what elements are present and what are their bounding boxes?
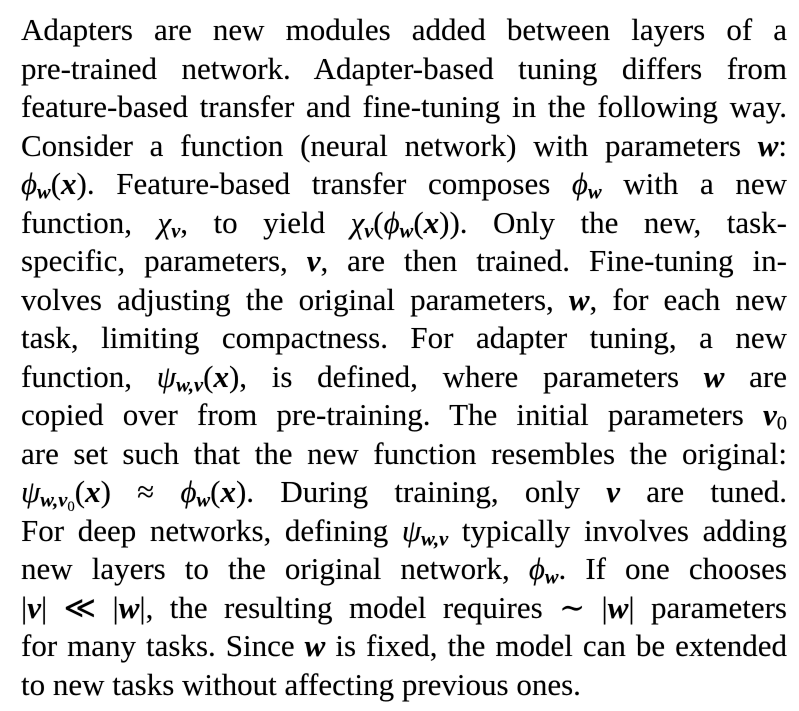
text-line (21, 589, 787, 628)
text-line (21, 473, 787, 512)
text-segment: ) ≈ (100, 474, 181, 509)
text-segment: ( (373, 204, 384, 240)
text-segment: for many tasks. Since (21, 628, 305, 663)
math-segment: w,v (40, 489, 68, 512)
math-segment: w (304, 628, 326, 663)
math-segment: x (423, 204, 440, 240)
math-segment: w,v (176, 374, 204, 396)
math-segment: x (61, 166, 77, 201)
math-segment: ϕ (571, 166, 588, 201)
text-segment: | (21, 589, 28, 625)
math-segment: x (213, 358, 229, 394)
math-segment: ψ (21, 474, 41, 509)
text-segment: with a new (601, 166, 787, 201)
text-line (21, 550, 787, 589)
math-segment: w (544, 566, 559, 589)
text-segment: , to yield (180, 204, 351, 240)
math-segment: w (399, 220, 414, 242)
math-segment: w (37, 181, 51, 204)
text-line (21, 627, 787, 666)
text-line (21, 165, 787, 204)
math-segment: v (171, 220, 181, 242)
text-segment: |, the resulting model requires ∼ | (139, 589, 608, 625)
text-line (21, 88, 787, 127)
text-segment: function, (21, 204, 158, 240)
text-line (21, 281, 787, 320)
text-line (21, 127, 787, 166)
text-line (21, 204, 787, 243)
math-segment: 0 (776, 412, 787, 435)
text-segment: are (724, 358, 787, 394)
math-segment: 0 (67, 499, 75, 512)
text-segment: specific, parameters, (21, 243, 307, 278)
text-segment: volves adjusting the original parameters, (21, 281, 569, 317)
text-segment: task, limiting compactness. For adapter tuning, a new (21, 320, 787, 355)
math-segment: w (757, 127, 779, 163)
text-segment: | parameters (628, 589, 787, 625)
text-segment: to new tasks without affecting previous ones. (21, 666, 581, 702)
text-segment: , for each new (589, 281, 787, 317)
text-segment: | ≪ | (40, 589, 119, 625)
math-segment: v (606, 474, 620, 509)
math-segment: x (85, 474, 101, 509)
text-segment: , are then trained. Fine-tuning in- (320, 243, 787, 278)
text-segment: typically involves adding (448, 512, 787, 548)
text-segment: ( (50, 166, 62, 201)
math-segment: ϕ (180, 474, 197, 509)
text-segment: . If one chooses (558, 551, 787, 586)
text-segment: ), is defined, where parameters (228, 358, 704, 394)
math-segment: v (27, 589, 41, 625)
math-segment: w (196, 489, 211, 512)
text-segment: Consider a function (neural network) with parameters (21, 127, 758, 163)
text-segment: are tuned. (620, 474, 787, 509)
math-segment: ϕ (383, 204, 400, 240)
text-segment: ). Feature-based transfer composes (76, 166, 572, 201)
text-segment: )). Only the new, task- (439, 204, 787, 240)
text-line (21, 666, 787, 705)
text-segment: is fixed, the model can be extended (325, 628, 787, 663)
text-line (21, 512, 787, 551)
math-segment: v (364, 220, 374, 242)
text-segment: For deep networks, defining (21, 512, 402, 548)
text-line (21, 358, 787, 397)
text-segment: new layers to the original network, (21, 551, 529, 586)
math-segment: w (607, 589, 629, 625)
math-segment: w (568, 281, 590, 317)
text-segment: ). During training, only (235, 474, 607, 509)
text-segment: ( (210, 474, 221, 509)
text-segment: feature-based transfer and fine-tuning in the following way. (21, 89, 787, 124)
text-line (21, 396, 787, 435)
math-segment: χ (157, 204, 172, 240)
math-segment: ψ (401, 512, 422, 548)
text-line (21, 435, 787, 474)
math-segment: w (118, 589, 140, 625)
text-line (21, 242, 787, 281)
math-segment: w (703, 358, 725, 394)
text-segment: ( (203, 358, 214, 394)
math-segment: v (306, 243, 321, 278)
text-segment: Adapters are new modules added between layers of a (21, 12, 787, 47)
text-line (21, 11, 787, 50)
math-segment: w (587, 181, 602, 204)
text-segment: function, (21, 358, 157, 394)
text-segment: pre-trained network. Adapter-based tuning differs from (21, 50, 787, 86)
math-segment: ϕ (21, 166, 38, 201)
text-segment: : (778, 127, 787, 163)
text-segment: ( (413, 204, 424, 240)
math-segment: ϕ (528, 551, 545, 586)
math-segment: v (763, 397, 777, 432)
text-segment: ( (74, 474, 86, 509)
text-segment: are set such that the new function resembles the original: (21, 435, 787, 471)
text-line (21, 319, 787, 358)
text-segment: copied over from pre-training. The initial parameters (21, 397, 764, 432)
math-segment: w,v (421, 528, 449, 550)
text-line (21, 50, 787, 89)
math-segment: χ (350, 204, 365, 240)
math-segment: x (220, 474, 236, 509)
math-segment: ψ (156, 358, 177, 394)
